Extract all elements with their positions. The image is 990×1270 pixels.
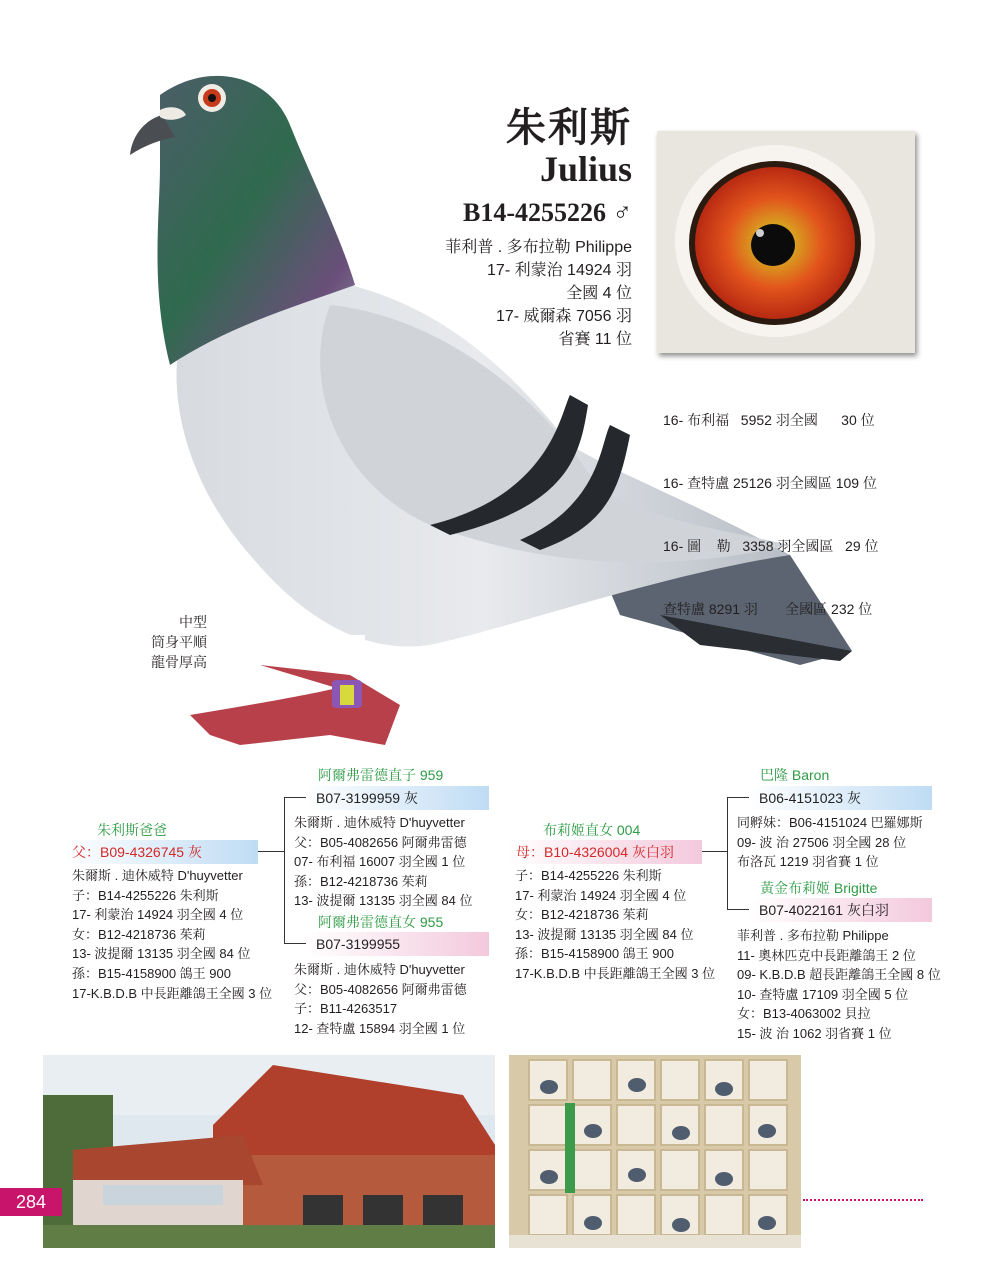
info-line: 13- 波提爾 13135 羽全國 84 位: [294, 893, 473, 909]
dam-ring: B10-4326004 灰白羽: [544, 844, 674, 860]
info-line: 女：B12-4218736 茱莉: [72, 926, 206, 942]
connector-line: [727, 797, 749, 798]
body-description: [145, 612, 207, 672]
eye-results: [663, 368, 879, 641]
result-line: 省賽 11 位: [558, 331, 632, 348]
info-line: 11- 奧林匹克中長距離鴿王 2 位: [737, 947, 916, 963]
result-line: 17- 威爾森 7056 羽: [495, 308, 632, 325]
result-line: 17- 利蒙治 14924 羽: [487, 262, 632, 279]
connector-line: [258, 851, 284, 852]
sire-ring: B09-4326745 灰: [100, 844, 202, 860]
info-line: 同孵妹：B06-4151024 巴羅娜斯: [737, 815, 923, 830]
info-line: 子：B14-4255226 朱利斯: [72, 887, 219, 903]
info-line: 朱爾斯 . 迪休威特 D'huyvetter: [72, 868, 243, 883]
result-line: 全國 4 位: [566, 285, 632, 302]
dam-dam-ring-band: [749, 898, 932, 922]
sire-sire-ring-band: [306, 786, 489, 810]
result-line: 16- 查特盧 25126 羽全國區 109 位: [663, 475, 877, 491]
result-line: 16- 圖 勒 3358 羽全國區 29 位: [663, 538, 879, 554]
info-line: 菲利普 . 多布拉勒 Philippe: [737, 928, 889, 943]
sire-sire-info: [294, 813, 472, 911]
info-line: 孫：B12-4218736 茱莉: [294, 873, 428, 889]
sire-label: 父：: [72, 844, 100, 860]
loft-interior-photo: [509, 1055, 801, 1248]
info-line: 17-K.B.D.B 中長距離鴿王全國 3 位: [72, 985, 273, 1001]
info-line: 09- 波 治 27506 羽全國 28 位: [737, 834, 907, 850]
info-line: 孫：B15-4158900 鴿王 900: [515, 946, 674, 962]
dam-title: 布莉姬直女 004: [543, 822, 641, 838]
info-line: 10- 查特盧 17109 羽全國 5 位: [737, 986, 909, 1002]
info-line: 子：B11-4263517: [294, 1001, 398, 1017]
pigeon-name-en: Julius: [539, 149, 632, 189]
connector-line: [727, 909, 749, 910]
dam-dam-info: [737, 926, 941, 1044]
dam-ring-band: [506, 840, 702, 864]
pigeon-ring-number: B14-4255226 ♂: [463, 198, 632, 227]
info-line: 17-K.B.D.B 中長距離鴿王全國 3 位: [515, 965, 716, 981]
desc-line: 筒身平順: [151, 634, 207, 650]
connector-line: [284, 797, 285, 943]
info-line: 布洛瓦 1219 羽省賽 1 位: [737, 854, 879, 870]
dam-sire-info: [737, 813, 923, 872]
sire-dam-ring: B07-3199955: [316, 936, 401, 952]
connector-line: [284, 943, 306, 944]
info-line: 13- 波提爾 13135 羽全國 84 位: [515, 926, 694, 942]
sire-info: [72, 866, 272, 1003]
result-line: 查特盧 8291 羽 全國區 232 位: [663, 601, 873, 617]
pigeon-name-cn: 朱利斯: [506, 106, 632, 150]
info-line: 17- 利蒙治 14924 羽全國 4 位: [72, 907, 244, 923]
info-line: 09- K.B.D.B 超長距離鴿王全國 8 位: [737, 967, 941, 983]
sire-sire-ring: B07-3199959 灰: [316, 790, 418, 806]
dam-info: [515, 866, 715, 984]
dam-sire-title: 巴隆 Baron: [760, 767, 830, 783]
sire-title: 朱利斯爸爸: [97, 822, 167, 838]
info-line: 父：B05-4082656 阿爾弗雷德: [294, 834, 467, 850]
eye-photo: [657, 131, 915, 353]
info-line: 15- 波 治 1062 羽省賽 1 位: [737, 1025, 892, 1041]
dam-dam-title: 黃金布莉姬 Brigitte: [760, 880, 878, 896]
info-line: 女：B13-4063002 貝拉: [737, 1006, 871, 1022]
info-line: 孫：B15-4158900 鴿王 900: [72, 965, 231, 981]
owner-line: 菲利普 . 多布拉勒 Philippe: [445, 239, 632, 256]
sire-dam-ring-band: [306, 932, 489, 956]
info-line: 女：B12-4218736 茱莉: [515, 907, 649, 923]
info-line: 13- 波提爾 13135 羽全國 84 位: [72, 946, 251, 962]
info-line: 父：B05-4082656 阿爾弗雷德: [294, 981, 467, 997]
dotted-divider: [803, 1199, 923, 1201]
page-number: 284: [0, 1188, 62, 1216]
dam-label: 母：: [516, 844, 544, 860]
sire-ring-band: [62, 840, 258, 864]
info-line: 子：B14-4255226 朱利斯: [515, 868, 662, 883]
dam-sire-ring-band: [749, 786, 932, 810]
info-line: 07- 布利福 16007 羽全國 1 位: [294, 854, 466, 870]
info-line: 朱爾斯 . 迪休威特 D'huyvetter: [294, 815, 465, 830]
sire-dam-info: [294, 960, 467, 1038]
result-line: 16- 布利福 5952 羽全國 30 位: [663, 412, 875, 428]
desc-line: 龍骨厚高: [151, 654, 207, 670]
connector-line: [284, 797, 306, 798]
info-line: 17- 利蒙治 14924 羽全國 4 位: [515, 887, 687, 903]
desc-line: 中型: [179, 614, 207, 630]
dam-dam-ring: B07-4022161 灰白羽: [759, 902, 889, 918]
owner-results: [445, 236, 632, 351]
dam-sire-ring: B06-4151023 灰: [759, 790, 861, 806]
sire-dam-title: 阿爾弗雷德直女 955: [318, 914, 444, 930]
info-line: 12- 查特盧 15894 羽全國 1 位: [294, 1020, 466, 1036]
info-line: 朱爾斯 . 迪休威特 D'huyvetter: [294, 962, 465, 977]
connector-line: [727, 797, 728, 909]
connector-line: [702, 851, 727, 852]
sire-sire-title: 阿爾弗雷德直子 959: [318, 767, 444, 783]
loft-building-photo: [43, 1055, 495, 1248]
